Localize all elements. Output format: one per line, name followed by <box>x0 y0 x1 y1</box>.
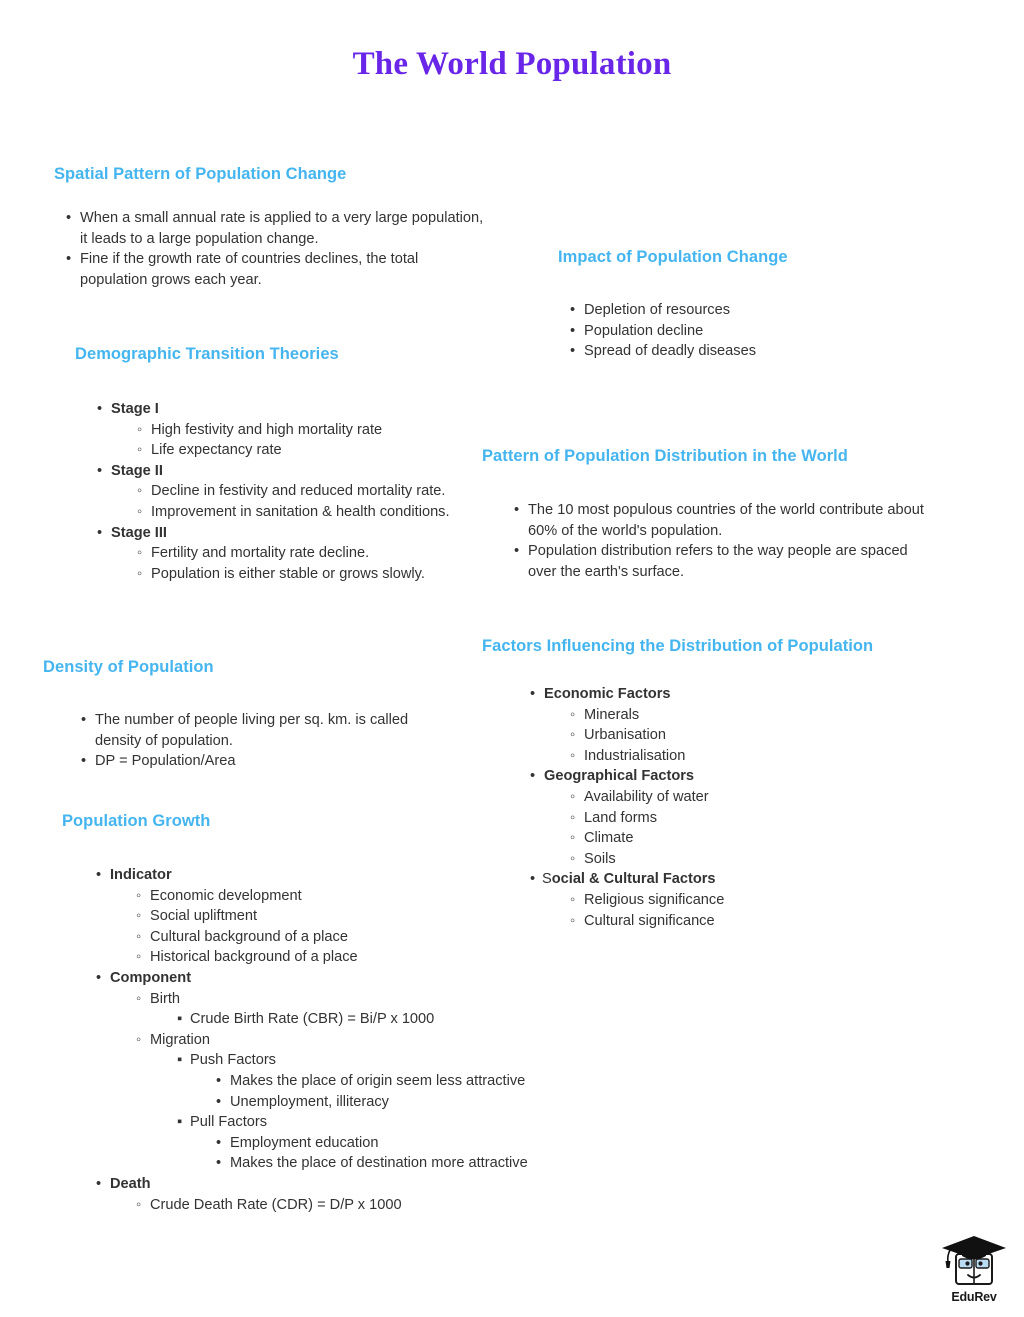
stage-points-list <box>111 420 475 461</box>
component-label: • Component <box>110 969 192 986</box>
page-title: The World Population <box>352 46 672 82</box>
list-item <box>570 787 952 808</box>
stage-points-list <box>111 543 475 584</box>
list-item <box>137 481 475 502</box>
list-item-economic-factors <box>530 684 952 766</box>
list-item-text: ◦ Decline in festivity and reduced mortality rate. <box>151 483 446 500</box>
indicator-label: • Indicator <box>110 867 172 883</box>
list-item <box>570 321 958 342</box>
impact-list <box>558 300 958 362</box>
section-heading-pattern: Pattern of Population Distribution in the World <box>482 447 848 465</box>
birth-points-list <box>150 1009 532 1030</box>
list-item-stage <box>97 523 475 585</box>
list-item-birth <box>136 989 532 1030</box>
population-growth-list <box>62 865 532 1215</box>
logo-caption: EduRev <box>951 1290 997 1304</box>
spatial-pattern-list <box>54 208 484 290</box>
list-item <box>570 828 952 849</box>
list-item-text: ◦ Improvement in sanitation & health conditions. <box>151 503 450 520</box>
section-heading-factors: Factors Influencing the Distribution of Population <box>482 637 874 655</box>
list-item-death <box>96 1174 532 1215</box>
list-item <box>570 725 952 746</box>
stage-label: • Stage III <box>111 524 167 541</box>
list-item-component <box>96 968 532 1174</box>
list-item-text: • The number of people living per sq. km. is called density of population. <box>95 712 409 749</box>
list-item <box>216 1092 532 1113</box>
list-item-text: ◦ Soils <box>584 850 616 867</box>
list-item-text: • Employment education <box>230 1134 379 1151</box>
list-item <box>216 1133 532 1154</box>
economic-factors-points-list <box>544 705 952 767</box>
list-item-geographical-factors <box>530 766 952 869</box>
list-item-text: ◦ Fertility and mortality rate decline. <box>151 545 370 562</box>
list-item-text: ◦ Population is either stable or grows slowly. <box>151 565 425 582</box>
list-item <box>66 249 484 290</box>
death-points-list <box>110 1195 532 1216</box>
social-cultural-factors-label <box>542 869 952 890</box>
social-label-lead: S <box>542 871 552 888</box>
list-item <box>137 502 475 523</box>
list-item <box>570 911 952 932</box>
list-item-text: • Unemployment, illiteracy <box>230 1093 389 1110</box>
list-item <box>136 1195 532 1216</box>
list-item <box>136 906 532 927</box>
list-item <box>137 420 475 441</box>
list-item-text: • Depletion of resources <box>584 302 731 318</box>
list-item-text: • Population distribution refers to the way people are spaced over the earth's surface. <box>528 543 908 580</box>
section-heading-impact: Impact of Population Change <box>558 248 788 266</box>
section-heading-density: Density of Population <box>43 658 214 676</box>
pull-factors-points-list <box>190 1133 532 1174</box>
list-item-pull-factors <box>176 1112 532 1174</box>
list-item-text: • DP = Population/Area <box>95 753 236 770</box>
section-density-of-population <box>43 658 443 772</box>
stage-label: • Stage I <box>111 401 159 417</box>
section-heading-population-growth: Population Growth <box>62 812 211 830</box>
list-item-social-cultural-factors <box>530 869 952 931</box>
list-item-text: • Population decline <box>584 322 704 339</box>
list-item-text: ◦ Industrialisation <box>584 747 686 764</box>
list-item <box>136 947 532 968</box>
list-item-text: • When a small annual rate is applied to a very large population, it leads to a large population change. <box>80 210 484 247</box>
list-item-text: ◦ Minerals <box>584 706 640 723</box>
list-item-migration <box>136 1030 532 1174</box>
geographical-factors-points-list <box>544 787 952 869</box>
list-item-text: • Fine if the growth rate of countries declines, the total population grows each year. <box>80 251 419 288</box>
list-item <box>570 705 952 726</box>
list-item <box>570 849 952 870</box>
section-population-growth <box>62 812 532 1215</box>
list-item <box>137 440 475 461</box>
list-item-text: ◦ Crude Death Rate (CDR) = D/P x 1000 <box>150 1196 402 1213</box>
list-item-text: ◦ High festivity and high mortality rate <box>151 421 383 438</box>
list-item-text: ◦ Climate <box>584 830 634 847</box>
list-item-text: ◦ Availability of water <box>584 788 709 805</box>
list-item <box>514 541 932 582</box>
list-item <box>514 500 932 541</box>
list-item-text: ▪ Crude Birth Rate (CBR) = Bi/P x 1000 <box>190 1011 435 1028</box>
list-item-text: ◦ Economic development <box>150 887 302 904</box>
section-impact-of-population-change <box>558 248 958 362</box>
demographic-stages-list <box>75 399 475 584</box>
list-item-text: ◦ Land forms <box>584 809 658 826</box>
list-item <box>136 886 532 907</box>
list-item-text: ◦ Cultural background of a place <box>150 928 348 945</box>
list-item-text: ◦ Social upliftment <box>150 908 258 925</box>
graduation-cap-book-mascot-icon <box>938 1232 1010 1290</box>
list-item-push-factors <box>176 1050 532 1112</box>
section-heading-spatial-pattern: Spatial Pattern of Population Change <box>54 165 347 183</box>
list-item-stage <box>97 461 475 523</box>
list-item <box>66 208 484 249</box>
social-cultural-points-list <box>542 890 952 931</box>
list-item <box>176 1009 532 1030</box>
list-item-text: • Makes the place of origin seem less attractive <box>230 1072 526 1089</box>
list-item-text: • Makes the place of destination more attractive <box>230 1155 528 1172</box>
factors-list <box>482 684 952 931</box>
list-item-text: ◦ Religious significance <box>584 891 725 908</box>
list-item-indicator <box>96 865 532 968</box>
list-item-text: ◦ Life expectancy rate <box>151 442 282 459</box>
list-item-text: • The 10 most populous countries of the world contribute about 60% of the world's population. <box>528 502 924 539</box>
economic-factors-label: • Economic Factors <box>544 686 671 702</box>
list-item-text: ◦ Historical background of a place <box>150 949 358 966</box>
list-item <box>137 564 475 585</box>
list-item-text: • Spread of deadly diseases <box>584 343 756 360</box>
birth-label: ◦ Birth <box>150 990 181 1007</box>
migration-label: ◦ Migration <box>150 1031 211 1048</box>
push-factors-points-list <box>190 1071 532 1112</box>
list-item <box>570 341 958 362</box>
edurev-logo <box>938 1232 1010 1308</box>
geographical-factors-label: • Geographical Factors <box>544 768 695 785</box>
section-demographic-transition <box>75 345 475 584</box>
section-heading-demographic-transition: Demographic Transition Theories <box>75 345 339 363</box>
pattern-list <box>482 500 932 582</box>
list-item <box>81 710 443 751</box>
list-item <box>216 1153 532 1174</box>
list-item <box>570 746 952 767</box>
stage-points-list <box>111 481 475 522</box>
list-item <box>570 808 952 829</box>
list-item <box>137 543 475 564</box>
list-item <box>81 751 443 772</box>
social-label-rest: ocial & Cultural Factors <box>551 871 716 888</box>
component-points-list <box>110 989 532 1174</box>
pull-factors-label: ▪ Pull Factors <box>190 1114 268 1131</box>
death-label: • Death <box>110 1175 151 1192</box>
list-item <box>570 890 952 911</box>
list-item <box>216 1071 532 1092</box>
section-factors-influencing-distribution <box>482 637 952 931</box>
push-factors-label: ▪ Push Factors <box>190 1052 276 1069</box>
list-item-text: ◦ Urbanisation <box>584 727 666 744</box>
list-item-stage <box>97 399 475 461</box>
section-spatial-pattern <box>54 165 484 290</box>
migration-points-list <box>150 1050 532 1174</box>
list-item-text: ◦ Cultural significance <box>584 912 715 929</box>
stage-label: • Stage II <box>111 462 163 479</box>
density-list <box>43 710 443 772</box>
indicator-points-list <box>110 886 532 968</box>
list-item <box>570 300 958 321</box>
section-pattern-of-distribution <box>482 447 932 582</box>
list-item <box>136 927 532 948</box>
